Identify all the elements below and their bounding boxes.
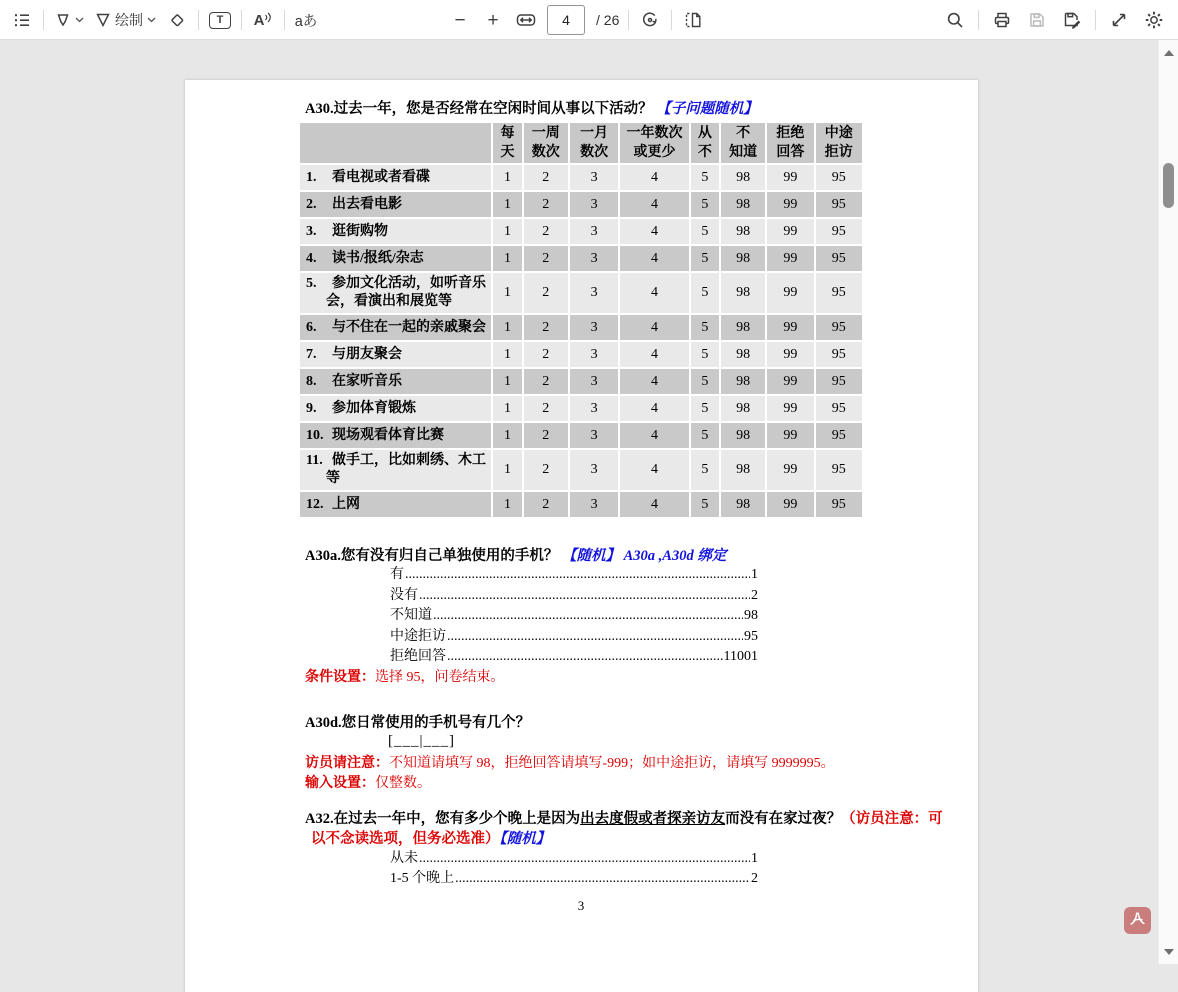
table-header-cell: 从 不	[691, 123, 719, 163]
page-count-label: / 26	[596, 12, 620, 28]
table-header-cell: 每 天	[493, 123, 521, 163]
read-aloud-icon: A	[254, 12, 273, 29]
value-cell: 1	[493, 342, 521, 367]
value-cell: 5	[691, 246, 719, 271]
value-cell: 1	[493, 396, 521, 421]
value-cell: 4	[620, 342, 689, 367]
value-cell: 99	[767, 192, 813, 217]
table-row	[300, 219, 862, 244]
option-label: 中途拒访	[390, 628, 446, 644]
page-number-input[interactable]	[547, 5, 585, 35]
fit-width-icon	[515, 10, 537, 30]
value-cell: 98	[721, 165, 765, 190]
table-row	[300, 492, 862, 517]
option-label: 不知道	[390, 608, 432, 623]
toolbar-divider	[628, 10, 629, 30]
value-cell: 99	[767, 369, 813, 394]
random-tag: 【子问题随机】	[656, 101, 758, 117]
activity-label-cell: 2. 出去看电影	[300, 192, 491, 217]
value-cell: 99	[767, 396, 813, 421]
value-cell: 3	[570, 396, 618, 421]
value-cell: 95	[816, 342, 862, 367]
toolbar-divider	[198, 10, 199, 30]
value-cell: 3	[570, 219, 618, 244]
print-icon	[992, 10, 1012, 30]
question-a30a-title: A30a.您有没有归自己单独使用的手机？ 【随机】 A30a ,A30d 绑定	[305, 548, 727, 564]
interviewer-note: 访员请注意：不知道请填写 98，拒绝回答请填写-999；如中途拒访，请填写 9999995。	[305, 755, 835, 771]
activity-label-cell: 8. 在家听音乐	[300, 369, 491, 394]
dotted-leader	[455, 869, 750, 890]
value-cell: 99	[767, 273, 813, 313]
a32-options	[390, 849, 758, 890]
value-cell: 4	[620, 396, 689, 421]
condition-note: 条件设置：选择 95，问卷结束。	[305, 669, 505, 685]
draw-button[interactable]	[93, 6, 156, 34]
value-cell: 4	[620, 273, 689, 313]
value-cell: 1	[493, 165, 521, 190]
value-cell: 98	[721, 369, 765, 394]
page-view-icon	[683, 10, 703, 30]
table-header-cell: 一年数次 或更少	[620, 123, 689, 163]
search-button[interactable]	[943, 6, 967, 34]
table-header-cell: 中途 拒访	[816, 123, 862, 163]
value-cell: 4	[620, 246, 689, 271]
erase-button[interactable]	[165, 6, 189, 34]
value-cell: 5	[691, 369, 719, 394]
rotate-button[interactable]	[638, 6, 662, 34]
activity-label-cell: 1. 看电视或者看碟	[300, 165, 491, 190]
value-cell: 2	[524, 342, 568, 367]
value-cell: 95	[816, 450, 862, 490]
value-cell: 95	[816, 246, 862, 271]
option-label: 拒绝回答	[390, 649, 446, 664]
table-row	[300, 369, 862, 394]
value-cell: 95	[816, 492, 862, 517]
table-header-cell: 一月 数次	[570, 123, 618, 163]
value-cell: 5	[691, 450, 719, 490]
value-cell: 99	[767, 342, 813, 367]
page-footer-number: 3	[577, 897, 585, 913]
option-row	[390, 869, 758, 890]
value-cell: 5	[691, 315, 719, 340]
gear-icon	[1144, 10, 1164, 30]
toolbar-divider	[284, 10, 285, 30]
dotted-leader	[433, 606, 743, 627]
option-row	[390, 849, 758, 870]
save-as-icon	[1062, 10, 1083, 30]
table-row	[300, 396, 862, 421]
value-cell: 2	[524, 192, 568, 217]
value-cell: 99	[767, 246, 813, 271]
value-cell: 2	[524, 492, 568, 517]
pdf-toolbar	[0, 0, 1178, 40]
value-cell: 2	[524, 219, 568, 244]
value-cell: 3	[570, 315, 618, 340]
activity-label-cell: 7. 与朋友聚会	[300, 342, 491, 367]
contents-button[interactable]	[10, 6, 34, 34]
value-cell: 3	[570, 246, 618, 271]
value-cell: 98	[721, 315, 765, 340]
value-cell: 98	[721, 273, 765, 313]
rotate-icon	[640, 10, 660, 30]
page-view-button[interactable]	[681, 6, 705, 34]
table-row	[300, 423, 862, 448]
acrobat-logo-icon	[1128, 909, 1147, 933]
option-value: 11001	[723, 649, 758, 664]
activity-label-cell: 10. 现场观看体育比赛	[300, 423, 491, 448]
value-cell: 3	[570, 492, 618, 517]
value-cell: 99	[767, 219, 813, 244]
value-cell: 1	[493, 315, 521, 340]
value-cell: 99	[767, 450, 813, 490]
settings-button[interactable]	[1142, 6, 1166, 34]
option-label: 有	[390, 567, 404, 582]
value-cell: 1	[493, 450, 521, 490]
activity-label-cell: 9. 参加体育锻炼	[300, 396, 491, 421]
dotted-leader	[447, 627, 743, 648]
toolbar-divider	[978, 10, 979, 30]
zoom-out-button[interactable]: −	[454, 9, 466, 31]
random-tag: 【随机】	[499, 830, 551, 847]
dotted-leader	[419, 586, 750, 607]
toolbar-divider	[43, 10, 44, 30]
add-text-button[interactable]	[208, 6, 232, 34]
option-value: 98	[744, 608, 758, 623]
search-icon	[945, 10, 965, 30]
value-cell: 3	[570, 423, 618, 448]
a30a-options	[390, 565, 758, 668]
highlighter-icon	[53, 10, 73, 30]
value-cell: 2	[524, 246, 568, 271]
value-cell: 3	[570, 165, 618, 190]
option-row	[390, 606, 758, 627]
value-cell: 4	[620, 192, 689, 217]
table-row	[300, 315, 862, 340]
table-header-blank	[300, 123, 491, 163]
table-header-cell: 一周 数次	[524, 123, 568, 163]
scrollbar-thumb[interactable]	[1163, 163, 1174, 208]
value-cell: 5	[691, 219, 719, 244]
value-cell: 1	[493, 369, 521, 394]
table-row	[300, 273, 862, 313]
value-cell: 2	[524, 396, 568, 421]
value-cell: 98	[721, 492, 765, 517]
activity-label-cell: 11. 做手工，比如刺绣、木工等	[300, 450, 491, 490]
value-cell: 95	[816, 369, 862, 394]
save-as-button[interactable]	[1060, 6, 1084, 34]
value-cell: 5	[691, 165, 719, 190]
value-cell: 2	[524, 423, 568, 448]
print-button[interactable]	[990, 6, 1014, 34]
value-cell: 4	[620, 423, 689, 448]
save-icon	[1027, 10, 1047, 30]
pdf-page	[185, 80, 978, 992]
question-a32-title: A32.在过去一年中，您有多少个晚上是因为出去度假或者探亲访友而没有在家过夜？（访员注意：可以不念读选项，但务必选准）【随机】	[305, 810, 943, 847]
draw-pen-icon	[93, 10, 113, 30]
random-tag: 【随机】	[561, 548, 620, 564]
value-cell: 2	[524, 165, 568, 190]
value-cell: 95	[816, 192, 862, 217]
value-cell: 2	[524, 315, 568, 340]
value-cell: 1	[493, 423, 521, 448]
dotted-leader	[405, 565, 750, 586]
value-cell: 98	[721, 192, 765, 217]
chevron-down-icon	[147, 17, 156, 23]
fullscreen-button[interactable]	[1107, 6, 1131, 34]
activity-label-cell: 5. 参加文化活动，如听音乐会，看演出和展览等	[300, 273, 491, 313]
value-cell: 1	[493, 192, 521, 217]
draw-label: 绘制	[115, 12, 143, 28]
option-value: 95	[744, 628, 758, 644]
value-cell: 2	[524, 273, 568, 313]
table-header-cell: 拒绝 回答	[767, 123, 813, 163]
chevron-down-icon	[75, 17, 84, 23]
value-cell: 1	[493, 273, 521, 313]
value-cell: 95	[816, 315, 862, 340]
table-row	[300, 450, 862, 490]
activity-label-cell: 6. 与不住在一起的亲戚聚会	[300, 315, 491, 340]
input-setting-note: 输入设置：仅整数。	[305, 775, 431, 791]
toolbar-divider	[1095, 10, 1096, 30]
dotted-leader	[447, 647, 723, 668]
value-cell: 98	[721, 423, 765, 448]
value-cell: 99	[767, 165, 813, 190]
value-cell: 5	[691, 273, 719, 313]
value-cell: 5	[691, 396, 719, 421]
value-cell: 95	[816, 423, 862, 448]
option-row	[390, 565, 758, 586]
value-cell: 3	[570, 369, 618, 394]
fit-to-width-button[interactable]	[514, 6, 538, 34]
value-cell: 99	[767, 423, 813, 448]
translate-button[interactable]	[294, 6, 318, 34]
value-cell: 4	[620, 492, 689, 517]
value-cell: 2	[524, 450, 568, 490]
option-row	[390, 647, 758, 668]
pdf-viewer-canvas	[0, 40, 1158, 964]
table-row	[300, 165, 862, 190]
activity-frequency-table	[298, 121, 864, 519]
table-header-row	[300, 123, 862, 163]
value-cell: 5	[691, 492, 719, 517]
option-row	[390, 627, 758, 648]
value-cell: 98	[721, 219, 765, 244]
value-cell: 98	[721, 342, 765, 367]
activity-label-cell: 12. 上网	[300, 492, 491, 517]
table-row	[300, 192, 862, 217]
value-cell: 95	[816, 396, 862, 421]
vertical-scrollbar[interactable]	[1158, 40, 1178, 964]
value-cell: 95	[816, 219, 862, 244]
zoom-in-button[interactable]: +	[487, 9, 499, 31]
translate-icon: aあ	[294, 13, 318, 30]
option-value: 2	[751, 871, 758, 886]
value-cell: 5	[691, 342, 719, 367]
toolbar-divider	[241, 10, 242, 30]
value-cell: 5	[691, 423, 719, 448]
value-cell: 99	[767, 492, 813, 517]
value-cell: 2	[524, 369, 568, 394]
value-cell: 3	[570, 342, 618, 367]
red-note: （访员注意：可以不念读选项，但务必选准）	[311, 810, 943, 847]
toolbar-divider	[671, 10, 672, 30]
option-label: 从未	[390, 850, 418, 866]
read-aloud-button[interactable]	[251, 6, 275, 34]
eraser-icon	[167, 10, 187, 30]
value-cell: 4	[620, 450, 689, 490]
value-cell: 4	[620, 165, 689, 190]
value-cell: 4	[620, 219, 689, 244]
value-cell: 95	[816, 273, 862, 313]
value-cell: 98	[721, 246, 765, 271]
scroll-down-icon[interactable]	[1164, 949, 1174, 955]
value-cell: 98	[721, 396, 765, 421]
option-row	[390, 586, 758, 607]
highlight-button[interactable]	[53, 6, 84, 34]
fullscreen-icon	[1109, 10, 1129, 30]
value-cell: 1	[493, 492, 521, 517]
question-a30d-title: A30d.您日常使用的手机号有几个？	[305, 714, 531, 731]
text-box-icon: T	[209, 12, 231, 29]
table-row	[300, 246, 862, 271]
value-cell: 5	[691, 192, 719, 217]
value-cell: 3	[570, 450, 618, 490]
dotted-leader	[419, 849, 750, 870]
open-in-acrobat-button[interactable]	[1124, 907, 1151, 934]
binding-note: A30a ,A30d 绑定	[623, 548, 727, 564]
value-cell: 98	[721, 450, 765, 490]
option-value: 1	[751, 850, 758, 866]
value-cell: 1	[493, 219, 521, 244]
activity-label-cell: 3. 逛街购物	[300, 219, 491, 244]
scroll-up-icon[interactable]	[1164, 50, 1174, 56]
value-cell: 95	[816, 165, 862, 190]
numeric-input-mask: [___|___]	[388, 732, 455, 749]
question-a30-title: A30.过去一年，您是否经常在空闲时间从事以下活动？ 【子问题随机】	[305, 101, 758, 117]
contents-icon	[12, 10, 32, 30]
value-cell: 4	[620, 315, 689, 340]
table-header-cell: 不 知道	[721, 123, 765, 163]
value-cell: 3	[570, 273, 618, 313]
option-value: 1	[751, 567, 758, 582]
table-row	[300, 342, 862, 367]
save-button[interactable]	[1025, 6, 1049, 34]
option-value: 2	[751, 587, 758, 603]
option-label: 1-5 个晚上	[390, 871, 455, 886]
activity-label-cell: 4. 读书/报纸/杂志	[300, 246, 491, 271]
option-label: 没有	[390, 587, 418, 603]
value-cell: 99	[767, 315, 813, 340]
value-cell: 4	[620, 369, 689, 394]
value-cell: 3	[570, 192, 618, 217]
value-cell: 1	[493, 246, 521, 271]
